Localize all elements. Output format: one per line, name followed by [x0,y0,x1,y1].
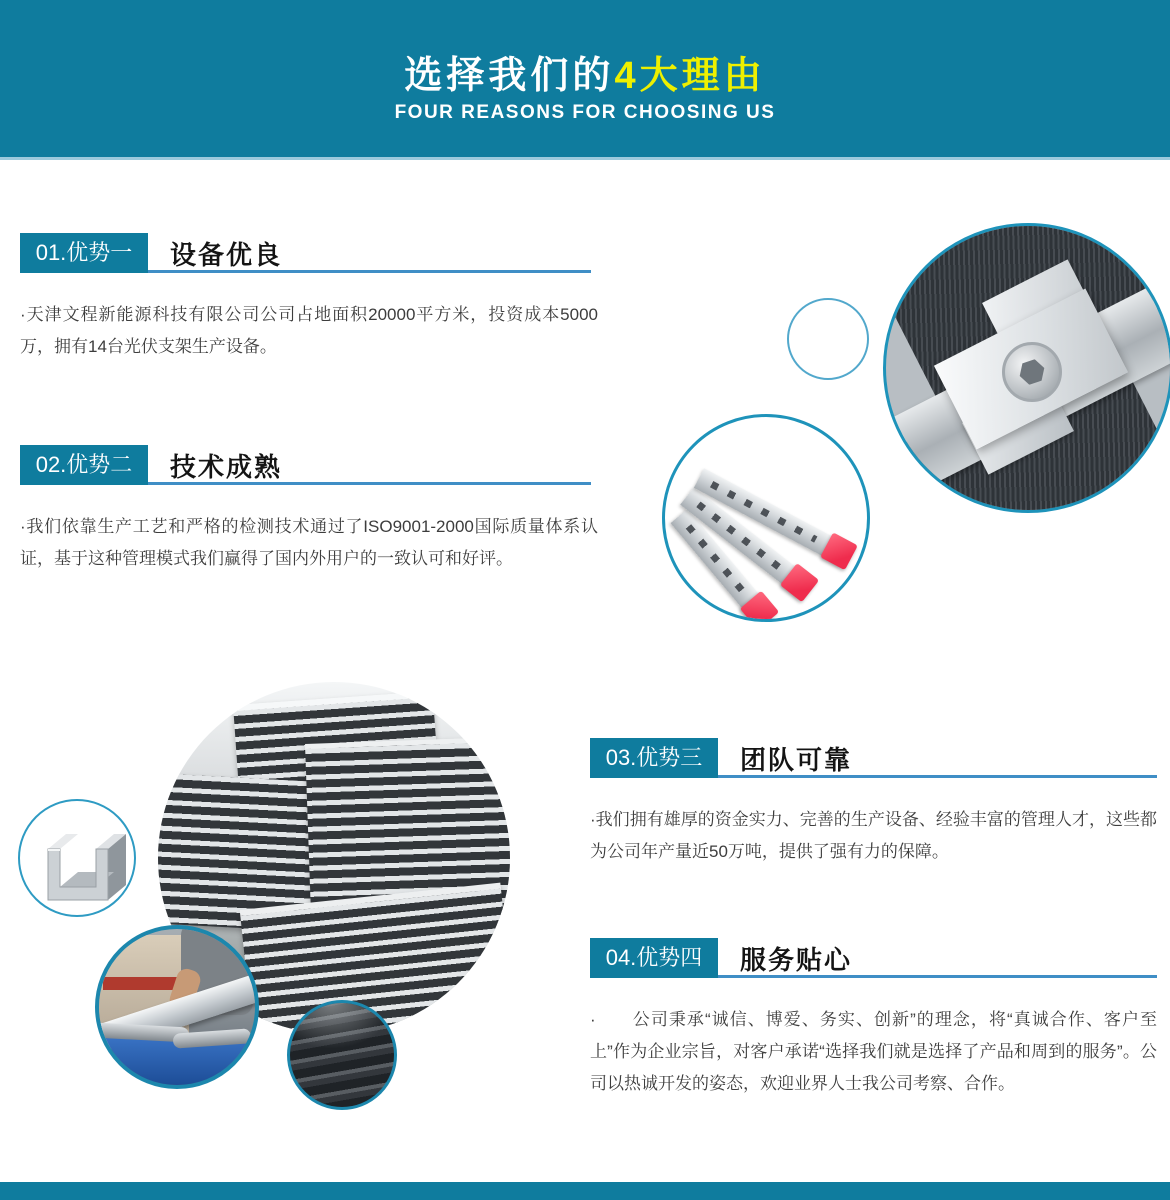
section-4-title: 服务贴心 [740,945,853,975]
section-2-badge: 02.优势二 [20,445,148,485]
page-title-highlight: 4大理由 [614,55,766,97]
advantage-section-3 [590,738,1157,868]
page-subtitle: FOUR REASONS FOR CHOOSING US [394,102,776,123]
section-3-body: ·我们拥有雄厚的资金实力、完善的生产设备、经验丰富的管理人才，这些都为公司年产量近50万吨，提供了强有力的保障。 [590,810,1157,861]
section-3-header [590,738,1157,778]
u-channel-drawing [20,801,134,915]
u-channel-photo-circle [18,799,136,917]
punched-brackets-photo-circle [662,414,870,622]
hex-recess [1017,357,1048,388]
section-2-title: 技术成熟 [170,452,283,482]
page-title [0,44,1170,99]
advantage-section-2 [20,445,598,575]
section-4-header [590,938,1157,978]
footer-accent-bar [0,1182,1170,1200]
section-4-badge: 04.优势四 [590,938,718,978]
header-band [0,0,1170,160]
page-title-main: 选择我们的 [404,55,615,97]
advantage-section-4 [590,938,1157,1100]
section-4-body: · 公司秉承“诚信、博爱、务实、创新”的理念，将“真诚合作、客户至上”作为企业宗旨，对客户承诺“选择我们就是选择了产品和周到的服务”。公司以热诚开发的姿态，欢迎业界人士我公司考察、合作。 [590,1010,1157,1093]
decorative-ring-circle [787,298,869,380]
steel-bundles-photo-circle [287,1000,397,1110]
advantage-section-1 [20,233,598,363]
hex-socket-bolt [1002,342,1062,402]
section-2-body: ·我们依靠生产工艺和严格的检测技术通过了ISO9001-2000国际质量体系认证，基于这种管理模式我们赢得了国内外用户的一致认可和好评。 [20,517,598,568]
section-1-title: 设备优良 [170,240,283,270]
section-3-title: 团队可靠 [740,745,853,775]
section-1-body: ·天津文程新能源科技有限公司公司占地面积20000平方米，投资成本5000万，拥有14台光伏支架生产设备。 [20,305,598,356]
section-1-badge: 01.优势一 [20,233,148,273]
section-2-header [20,445,591,485]
section-3-badge: 03.优势三 [590,738,718,778]
solar-clamp-photo-circle [883,223,1170,513]
factory-machine-photo-circle [95,925,259,1089]
light-sheen [290,1003,394,1049]
section-1-header [20,233,591,273]
